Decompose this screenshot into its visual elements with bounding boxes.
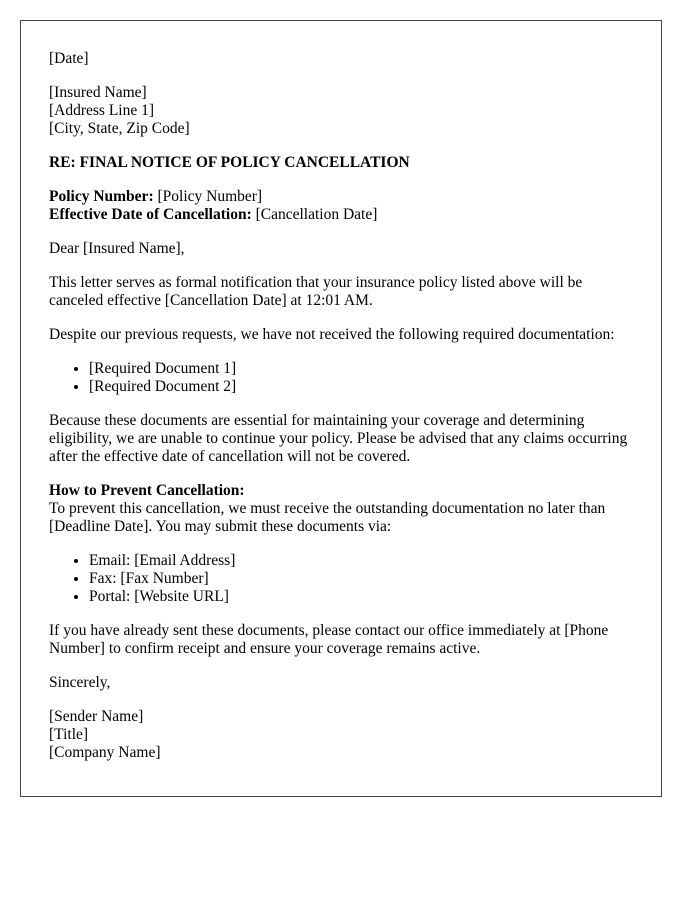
policy-details (49, 188, 633, 224)
notification-paragraph: This letter serves as formal notification that your insurance policy listed above will be canceled effective [Cancellation Date] at 12:01 AM. (49, 274, 583, 309)
list-item: • [Required Document 1] (89, 360, 633, 378)
subject-line (49, 154, 633, 172)
effective-date-label: Effective Date of Cancellation: (49, 206, 252, 223)
policy-number-label: Policy Number: (49, 188, 154, 205)
recipient-city-state-zip: [City, State, Zip Code] (49, 120, 190, 137)
effective-date-line (49, 206, 633, 224)
list-item: • Fax: [Fax Number] (89, 570, 633, 588)
closing: Sincerely, (49, 674, 111, 691)
prevent-cancellation-section (49, 482, 633, 536)
list-item: • Email: [Email Address] (89, 552, 633, 570)
letter-page (20, 20, 662, 797)
submission-methods-list (49, 552, 633, 606)
sender-name: [Sender Name] (49, 708, 144, 725)
sender-company: [Company Name] (49, 744, 161, 761)
subject-text: RE: FINAL NOTICE OF POLICY CANCELLATION (49, 154, 410, 171)
recipient-name: [Insured Name] (49, 84, 147, 101)
effective-date-value: [Cancellation Date] (255, 206, 378, 223)
policy-number-line (49, 188, 633, 206)
prevent-cancellation-text: To prevent this cancellation, we must receive the outstanding documentation no later than [Deadline Date]. You may submit these documents via: (49, 500, 606, 535)
coverage-paragraph: Because these documents are essential for maintaining your coverage and determining eligibility, we are unable to continue your policy. Please be advised that any claims occurring after the effective date of cancellation will not be covered. (49, 412, 628, 465)
signature-block (49, 708, 633, 762)
list-item: • Portal: [Website URL] (89, 588, 633, 606)
letter-date: [Date] (49, 50, 89, 67)
salutation: Dear [Insured Name], (49, 240, 185, 257)
sender-title: [Title] (49, 726, 89, 743)
required-documents-list (49, 360, 633, 396)
recipient-address-line-1: [Address Line 1] (49, 102, 155, 119)
recipient-address (49, 84, 633, 138)
missing-docs-paragraph: Despite our previous requests, we have not received the following required documentation: (49, 326, 615, 343)
list-item: • [Required Document 2] (89, 378, 633, 396)
prevent-cancellation-heading: How to Prevent Cancellation: (49, 482, 245, 499)
policy-number-value: [Policy Number] (157, 188, 263, 205)
contact-paragraph: If you have already sent these documents, please contact our office immediately at [Phone Number] to confirm receipt and ensure your coverage remains active. (49, 622, 609, 657)
